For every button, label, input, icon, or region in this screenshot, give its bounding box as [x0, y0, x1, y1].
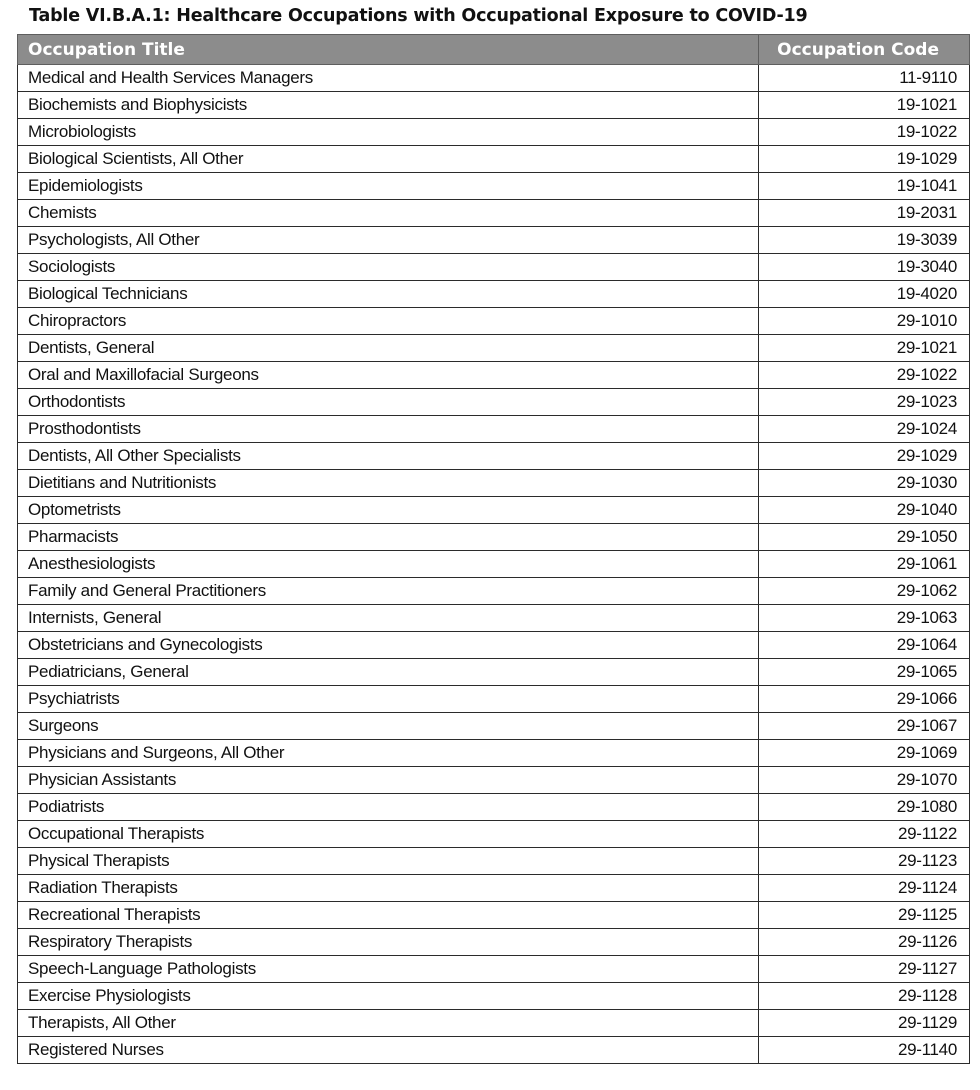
- occupation-title-cell: Radiation Therapists: [18, 875, 759, 902]
- occupation-title-cell: Sociologists: [18, 254, 759, 281]
- occupation-code-cell: 29-1066: [759, 686, 970, 713]
- table-row: [18, 956, 970, 983]
- occupation-code-cell: 11-9110: [759, 65, 970, 92]
- occupation-title-cell: Internists, General: [18, 605, 759, 632]
- occupation-code-cell: 29-1140: [759, 1037, 970, 1064]
- occupation-code-cell: 29-1122: [759, 821, 970, 848]
- occupation-code-cell: 29-1126: [759, 929, 970, 956]
- table-row: [18, 65, 970, 92]
- occupation-title-cell: Occupational Therapists: [18, 821, 759, 848]
- occupation-code-cell: 29-1040: [759, 497, 970, 524]
- table-row: [18, 470, 970, 497]
- table-row: [18, 848, 970, 875]
- occupation-title-cell: Dentists, All Other Specialists: [18, 443, 759, 470]
- occupation-title-cell: Registered Nurses: [18, 1037, 759, 1064]
- occupation-code-cell: 19-1041: [759, 173, 970, 200]
- occupation-title-cell: Dietitians and Nutritionists: [18, 470, 759, 497]
- occupation-code-cell: 29-1022: [759, 362, 970, 389]
- column-header-occupation-code: Occupation Code: [759, 35, 970, 65]
- table-row: [18, 605, 970, 632]
- occupation-code-cell: 29-1029: [759, 443, 970, 470]
- occupation-code-cell: 29-1050: [759, 524, 970, 551]
- occupation-code-cell: 29-1070: [759, 767, 970, 794]
- table-row: [18, 875, 970, 902]
- occupation-code-cell: 29-1080: [759, 794, 970, 821]
- occupation-code-cell: 19-3039: [759, 227, 970, 254]
- column-header-occupation-title: Occupation Title: [18, 35, 759, 65]
- table-row: [18, 578, 970, 605]
- table-row: [18, 929, 970, 956]
- occupation-title-cell: Physicians and Surgeons, All Other: [18, 740, 759, 767]
- occupation-code-cell: 19-1029: [759, 146, 970, 173]
- table-row: [18, 1037, 970, 1064]
- occupation-code-cell: 29-1123: [759, 848, 970, 875]
- occupations-table: [17, 34, 970, 1064]
- occupation-title-cell: Biological Scientists, All Other: [18, 146, 759, 173]
- occupation-title-cell: Pharmacists: [18, 524, 759, 551]
- occupation-title-cell: Chiropractors: [18, 308, 759, 335]
- occupation-code-cell: 29-1067: [759, 713, 970, 740]
- header-row: [18, 35, 970, 65]
- table-row: [18, 713, 970, 740]
- table-row: [18, 1010, 970, 1037]
- occupation-code-cell: 29-1065: [759, 659, 970, 686]
- occupation-title-cell: Epidemiologists: [18, 173, 759, 200]
- table-row: [18, 767, 970, 794]
- occupation-title-cell: Microbiologists: [18, 119, 759, 146]
- occupation-code-cell: 29-1129: [759, 1010, 970, 1037]
- table-row: [18, 308, 970, 335]
- occupation-title-cell: Biological Technicians: [18, 281, 759, 308]
- table-row: [18, 902, 970, 929]
- occupation-code-cell: 29-1030: [759, 470, 970, 497]
- table-row: [18, 632, 970, 659]
- occupation-title-cell: Prosthodontists: [18, 416, 759, 443]
- occupation-title-cell: Biochemists and Biophysicists: [18, 92, 759, 119]
- table-row: [18, 146, 970, 173]
- table-row: [18, 362, 970, 389]
- table-row: [18, 92, 970, 119]
- occupation-title-cell: Therapists, All Other: [18, 1010, 759, 1037]
- table-row: [18, 200, 970, 227]
- occupation-code-cell: 29-1069: [759, 740, 970, 767]
- occupation-title-cell: Optometrists: [18, 497, 759, 524]
- occupation-code-cell: 19-3040: [759, 254, 970, 281]
- occupation-code-cell: 29-1062: [759, 578, 970, 605]
- occupation-code-cell: 29-1064: [759, 632, 970, 659]
- table-row: [18, 335, 970, 362]
- occupation-title-cell: Obstetricians and Gynecologists: [18, 632, 759, 659]
- occupation-code-cell: 19-4020: [759, 281, 970, 308]
- occupation-code-cell: 29-1063: [759, 605, 970, 632]
- occupation-title-cell: Orthodontists: [18, 389, 759, 416]
- occupation-code-cell: 19-1021: [759, 92, 970, 119]
- table-row: [18, 659, 970, 686]
- occupation-title-cell: Anesthesiologists: [18, 551, 759, 578]
- occupation-code-cell: 29-1061: [759, 551, 970, 578]
- table-row: [18, 254, 970, 281]
- occupation-title-cell: Podiatrists: [18, 794, 759, 821]
- table-row: [18, 389, 970, 416]
- occupation-title-cell: Speech-Language Pathologists: [18, 956, 759, 983]
- occupation-title-cell: Recreational Therapists: [18, 902, 759, 929]
- table-row: [18, 443, 970, 470]
- table-row: [18, 281, 970, 308]
- occupation-code-cell: 29-1124: [759, 875, 970, 902]
- occupation-code-cell: 29-1024: [759, 416, 970, 443]
- table-row: [18, 173, 970, 200]
- table-row: [18, 740, 970, 767]
- occupation-code-cell: 19-1022: [759, 119, 970, 146]
- table-row: [18, 497, 970, 524]
- table-row: [18, 983, 970, 1010]
- table-row: [18, 524, 970, 551]
- table-row: [18, 821, 970, 848]
- occupation-title-cell: Medical and Health Services Managers: [18, 65, 759, 92]
- occupation-code-cell: 29-1010: [759, 308, 970, 335]
- table-caption: Table VI.B.A.1: Healthcare Occupations with Occupational Exposure to COVID-19: [29, 6, 808, 26]
- occupation-title-cell: Dentists, General: [18, 335, 759, 362]
- occupation-title-cell: Physical Therapists: [18, 848, 759, 875]
- occupation-title-cell: Respiratory Therapists: [18, 929, 759, 956]
- table-header: [18, 35, 970, 65]
- occupation-title-cell: Psychiatrists: [18, 686, 759, 713]
- occupation-title-cell: Family and General Practitioners: [18, 578, 759, 605]
- occupation-code-cell: 29-1023: [759, 389, 970, 416]
- occupation-title-cell: Physician Assistants: [18, 767, 759, 794]
- occupation-title-cell: Pediatricians, General: [18, 659, 759, 686]
- table-row: [18, 416, 970, 443]
- occupation-code-cell: 19-2031: [759, 200, 970, 227]
- occupation-code-cell: 29-1021: [759, 335, 970, 362]
- table-row: [18, 119, 970, 146]
- occupation-code-cell: 29-1125: [759, 902, 970, 929]
- occupation-title-cell: Exercise Physiologists: [18, 983, 759, 1010]
- occupation-code-cell: 29-1127: [759, 956, 970, 983]
- occupation-title-cell: Surgeons: [18, 713, 759, 740]
- occupation-title-cell: Psychologists, All Other: [18, 227, 759, 254]
- table-row: [18, 551, 970, 578]
- occupation-title-cell: Chemists: [18, 200, 759, 227]
- table-body: [18, 65, 970, 1064]
- table-row: [18, 794, 970, 821]
- occupation-title-cell: Oral and Maxillofacial Surgeons: [18, 362, 759, 389]
- table-row: [18, 227, 970, 254]
- table-row: [18, 686, 970, 713]
- occupation-code-cell: 29-1128: [759, 983, 970, 1010]
